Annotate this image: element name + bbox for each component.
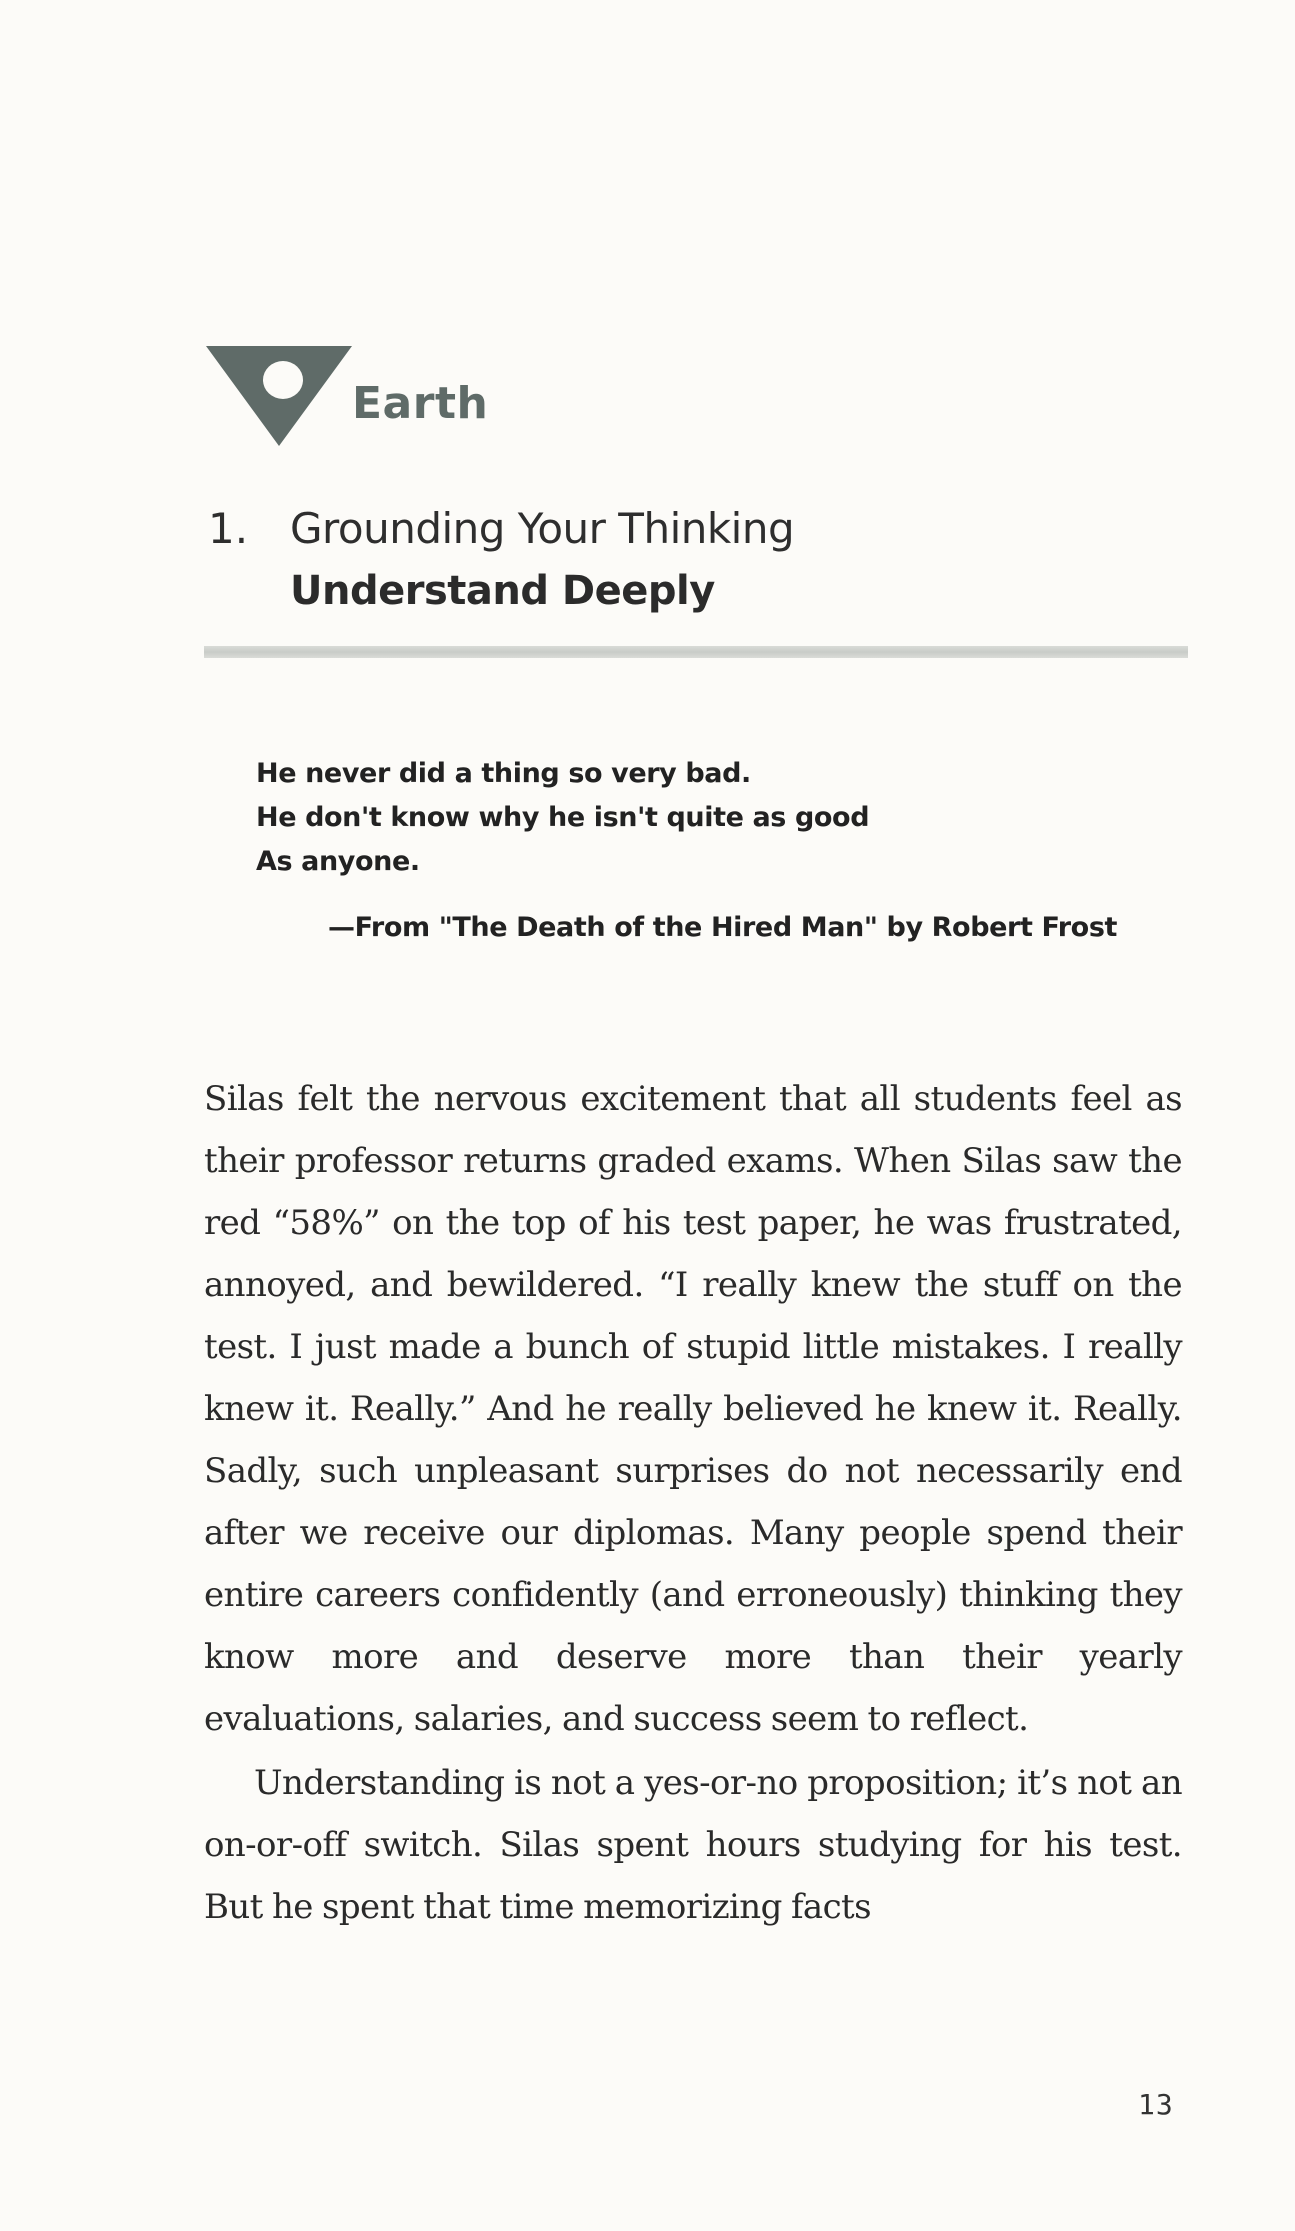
element-header <box>204 338 704 458</box>
epigraph-line: As anyone. <box>256 846 420 877</box>
body-text <box>204 1068 1182 1938</box>
epigraph-line: He never did a thing so very bad. <box>256 758 751 789</box>
epigraph-line: He don't know why he isn't quite as good <box>256 802 870 833</box>
epigraph <box>256 752 1156 884</box>
element-name: Earth <box>352 378 489 429</box>
earth-symbol-icon <box>204 338 354 448</box>
body-paragraph: Understanding is not a yes-or-no proposition; it’s not an on-or-off switch. Silas spent hours studying for his test. But he spent that time memorizing facts <box>204 1763 1182 1927</box>
section-divider <box>204 646 1188 658</box>
epigraph-attribution: —From "The Death of the Hired Man" by Robert Frost <box>328 912 1118 943</box>
chapter-number: 1. <box>208 504 249 553</box>
chapter-title: Grounding Your Thinking <box>290 504 795 553</box>
page-number: 13 <box>1138 2088 1174 2121</box>
body-paragraph: Silas felt the nervous excitement that all students feel as their professor returns graded exams. When Silas saw the red “58%” on the top of his test paper, he was frustrated, annoyed, and bewildered. “I really knew the stuff on the test. I just made a bunch of stupid little mistakes. I really knew it. Really.” And he really believed he knew it. Really. Sadly, such unpleasant surprises do not necessarily end after we receive our diplomas. Many people spend their entire careers confidently (and erroneously) thinking they know more and deserve more than their yearly evaluations, salaries, and success seem to reflect. <box>204 1079 1182 1739</box>
chapter-subtitle: Understand Deeply <box>290 568 715 614</box>
